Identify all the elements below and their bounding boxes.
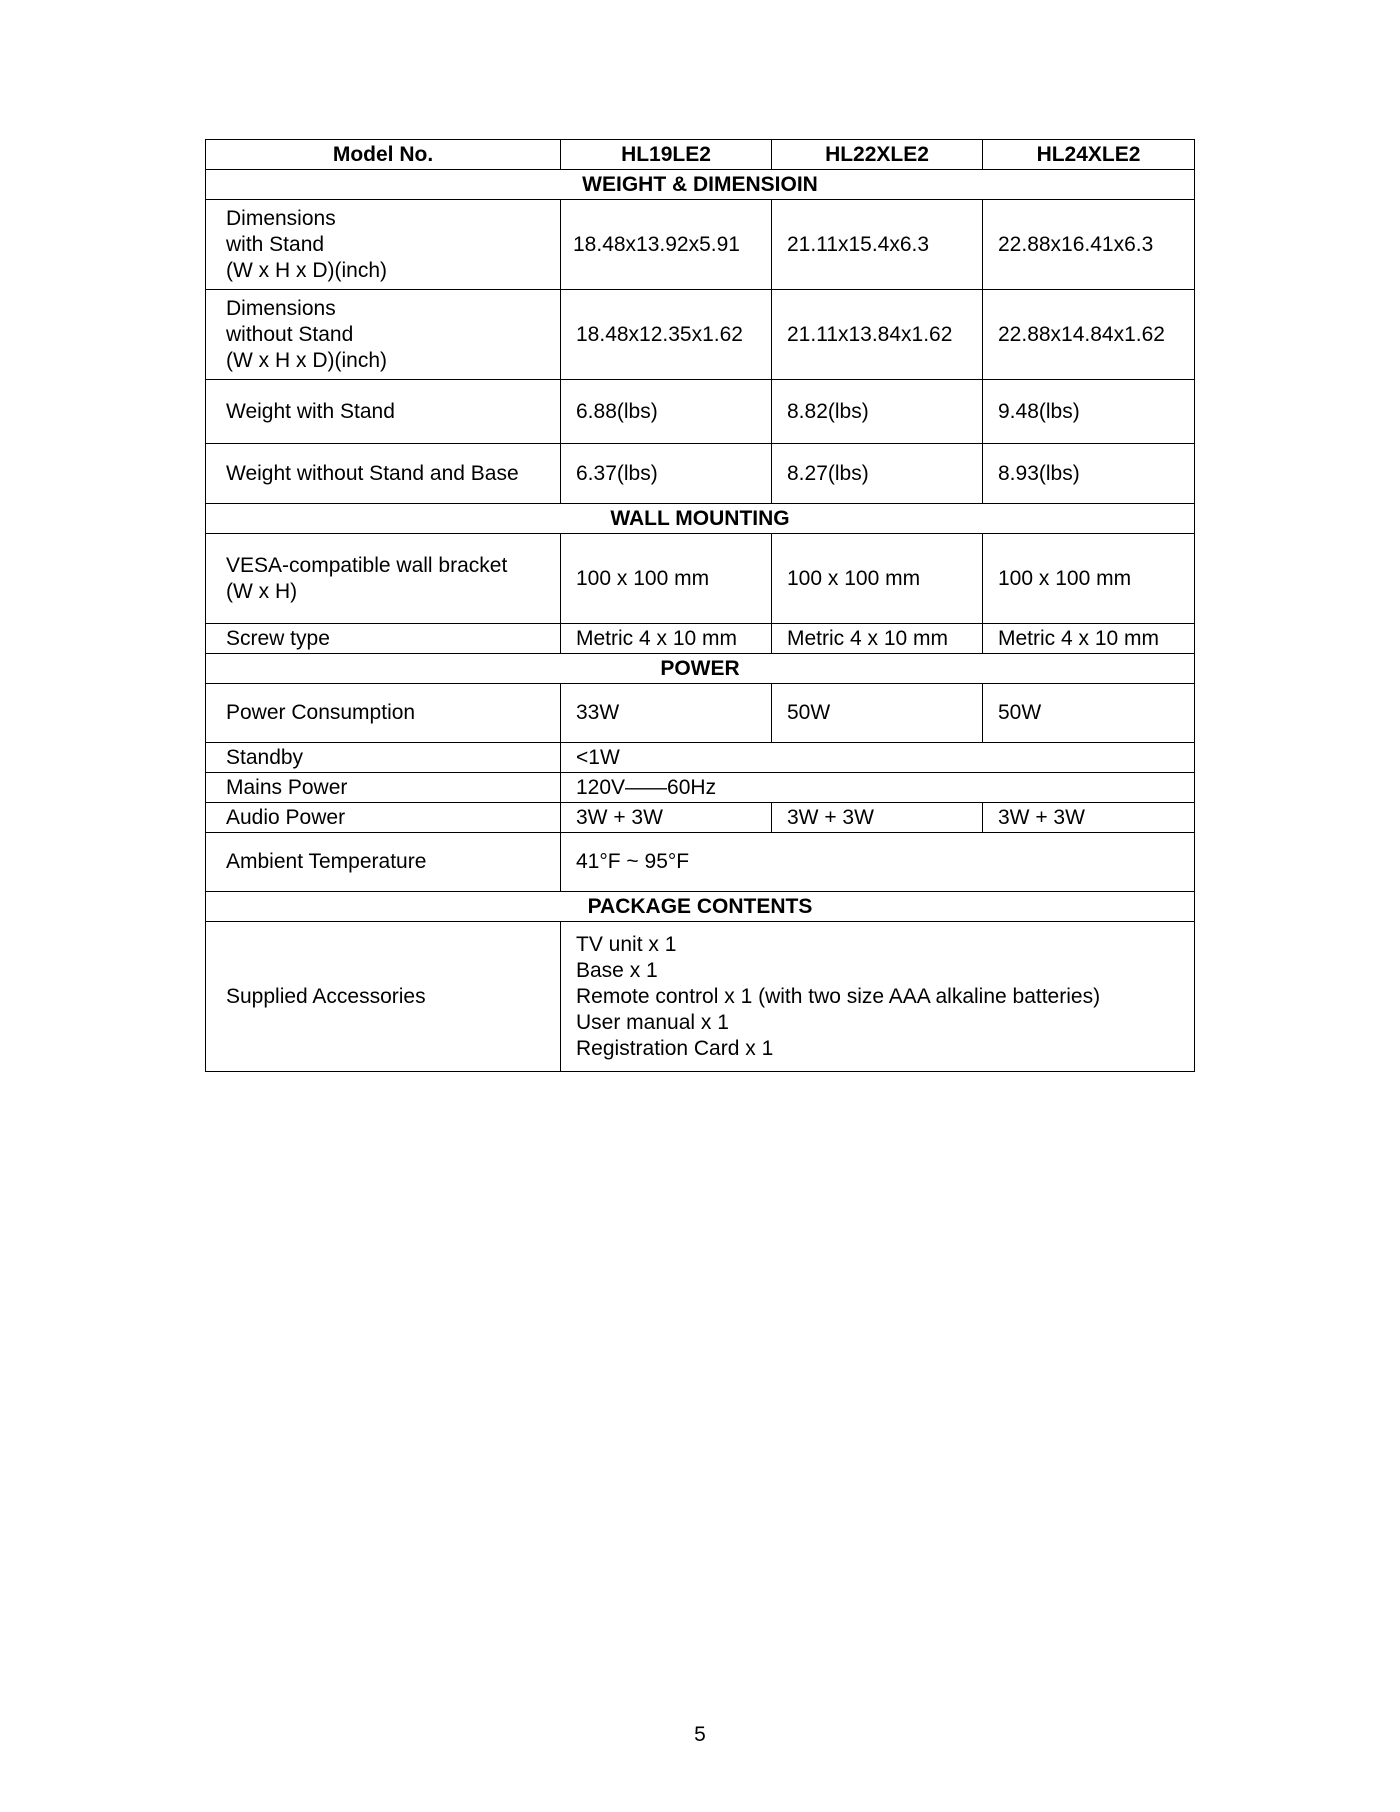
section-title-wall-mounting: WALL MOUNTING — [206, 504, 1195, 534]
section-row-power — [206, 654, 1195, 684]
value-cell: 8.82(lbs) — [772, 380, 983, 444]
model-header-hl22xle2: HL22XLE2 — [772, 140, 983, 170]
section-title-weight-dimension: WEIGHT & DIMENSIOIN — [206, 170, 1195, 200]
label-line: Dimensions — [226, 206, 336, 230]
value-cell: 21.11x15.4x6.3 — [772, 200, 983, 290]
table-row-standby — [206, 743, 1195, 773]
label-line: Dimensions — [226, 296, 336, 320]
value-cell: 6.37(lbs) — [561, 444, 772, 504]
value-cell: 22.88x16.41x6.3 — [983, 200, 1195, 290]
value-cell: 3W + 3W — [772, 803, 983, 833]
row-label-dims-without-stand — [206, 290, 561, 380]
row-label-supplied-accessories: Supplied Accessories — [206, 922, 561, 1072]
value-cell: 9.48(lbs) — [983, 380, 1195, 444]
value-cell: 50W — [772, 684, 983, 743]
row-label-mains-power: Mains Power — [206, 773, 561, 803]
label-line: VESA-compatible wall bracket — [226, 553, 508, 577]
value-cell: 8.93(lbs) — [983, 444, 1195, 504]
row-label-screw-type: Screw type — [206, 624, 561, 654]
row-label-ambient-temperature: Ambient Temperature — [206, 833, 561, 892]
value-cell: 100 x 100 mm — [772, 534, 983, 624]
table-row-vesa — [206, 534, 1195, 624]
section-row-package-contents — [206, 892, 1195, 922]
table-header-row — [206, 140, 1195, 170]
table-row-mains-power — [206, 773, 1195, 803]
value-cell: 18.48x13.92x5.91 — [561, 200, 772, 290]
list-item: Registration Card x 1 — [576, 1036, 774, 1060]
value-cell: 41°F ~ 95°F — [561, 833, 1195, 892]
row-label-dims-with-stand — [206, 200, 561, 290]
value-cell: 22.88x14.84x1.62 — [983, 290, 1195, 380]
section-title-power: POWER — [206, 654, 1195, 684]
model-no-header: Model No. — [206, 140, 561, 170]
value-cell: 8.27(lbs) — [772, 444, 983, 504]
value-cell: 100 x 100 mm — [983, 534, 1195, 624]
list-item: Base x 1 — [576, 958, 658, 982]
page-number: 5 — [694, 1723, 706, 1746]
value-cell: 100 x 100 mm — [561, 534, 772, 624]
specifications-table — [205, 139, 1195, 1072]
section-row-wall-mounting — [206, 504, 1195, 534]
table-row-dims-without-stand — [206, 290, 1195, 380]
row-label-audio-power: Audio Power — [206, 803, 561, 833]
row-label-standby: Standby — [206, 743, 561, 773]
row-label-vesa — [206, 534, 561, 624]
list-item: TV unit x 1 — [576, 932, 677, 956]
table-row-weight-with-stand — [206, 380, 1195, 444]
value-cell: 21.11x13.84x1.62 — [772, 290, 983, 380]
table-row-ambient-temperature — [206, 833, 1195, 892]
model-header-hl19le2: HL19LE2 — [561, 140, 772, 170]
table-row-screw-type — [206, 624, 1195, 654]
row-label-weight-without-stand: Weight without Stand and Base — [206, 444, 561, 504]
value-cell: Metric 4 x 10 mm — [983, 624, 1195, 654]
table-row-dims-with-stand — [206, 200, 1195, 290]
accessories-list — [561, 922, 1195, 1072]
label-line: without Stand — [226, 322, 354, 346]
label-line: (W x H x D)(inch) — [226, 258, 387, 282]
list-item: Remote control x 1 (with two size AAA alkaline batteries) — [576, 984, 1101, 1008]
table-row-power-consumption — [206, 684, 1195, 743]
value-cell: 6.88(lbs) — [561, 380, 772, 444]
value-cell: 3W + 3W — [983, 803, 1195, 833]
value-cell: 3W + 3W — [561, 803, 772, 833]
table-row-audio-power — [206, 803, 1195, 833]
list-item: User manual x 1 — [576, 1010, 729, 1034]
section-row-weight-dimension — [206, 170, 1195, 200]
row-label-power-consumption: Power Consumption — [206, 684, 561, 743]
label-line: with Stand — [226, 232, 325, 256]
value-cell: Metric 4 x 10 mm — [772, 624, 983, 654]
value-cell: 18.48x12.35x1.62 — [561, 290, 772, 380]
value-cell: <1W — [561, 743, 1195, 773]
value-cell: Metric 4 x 10 mm — [561, 624, 772, 654]
label-line: (W x H) — [226, 579, 298, 603]
table-row-supplied-accessories — [206, 922, 1195, 1072]
section-title-package-contents: PACKAGE CONTENTS — [206, 892, 1195, 922]
value-cell: 33W — [561, 684, 772, 743]
model-header-hl24xle2: HL24XLE2 — [983, 140, 1195, 170]
row-label-weight-with-stand: Weight with Stand — [206, 380, 561, 444]
value-cell: 50W — [983, 684, 1195, 743]
label-line: (W x H x D)(inch) — [226, 348, 387, 372]
table-row-weight-without-stand — [206, 444, 1195, 504]
value-cell: 120V——60Hz — [561, 773, 1195, 803]
